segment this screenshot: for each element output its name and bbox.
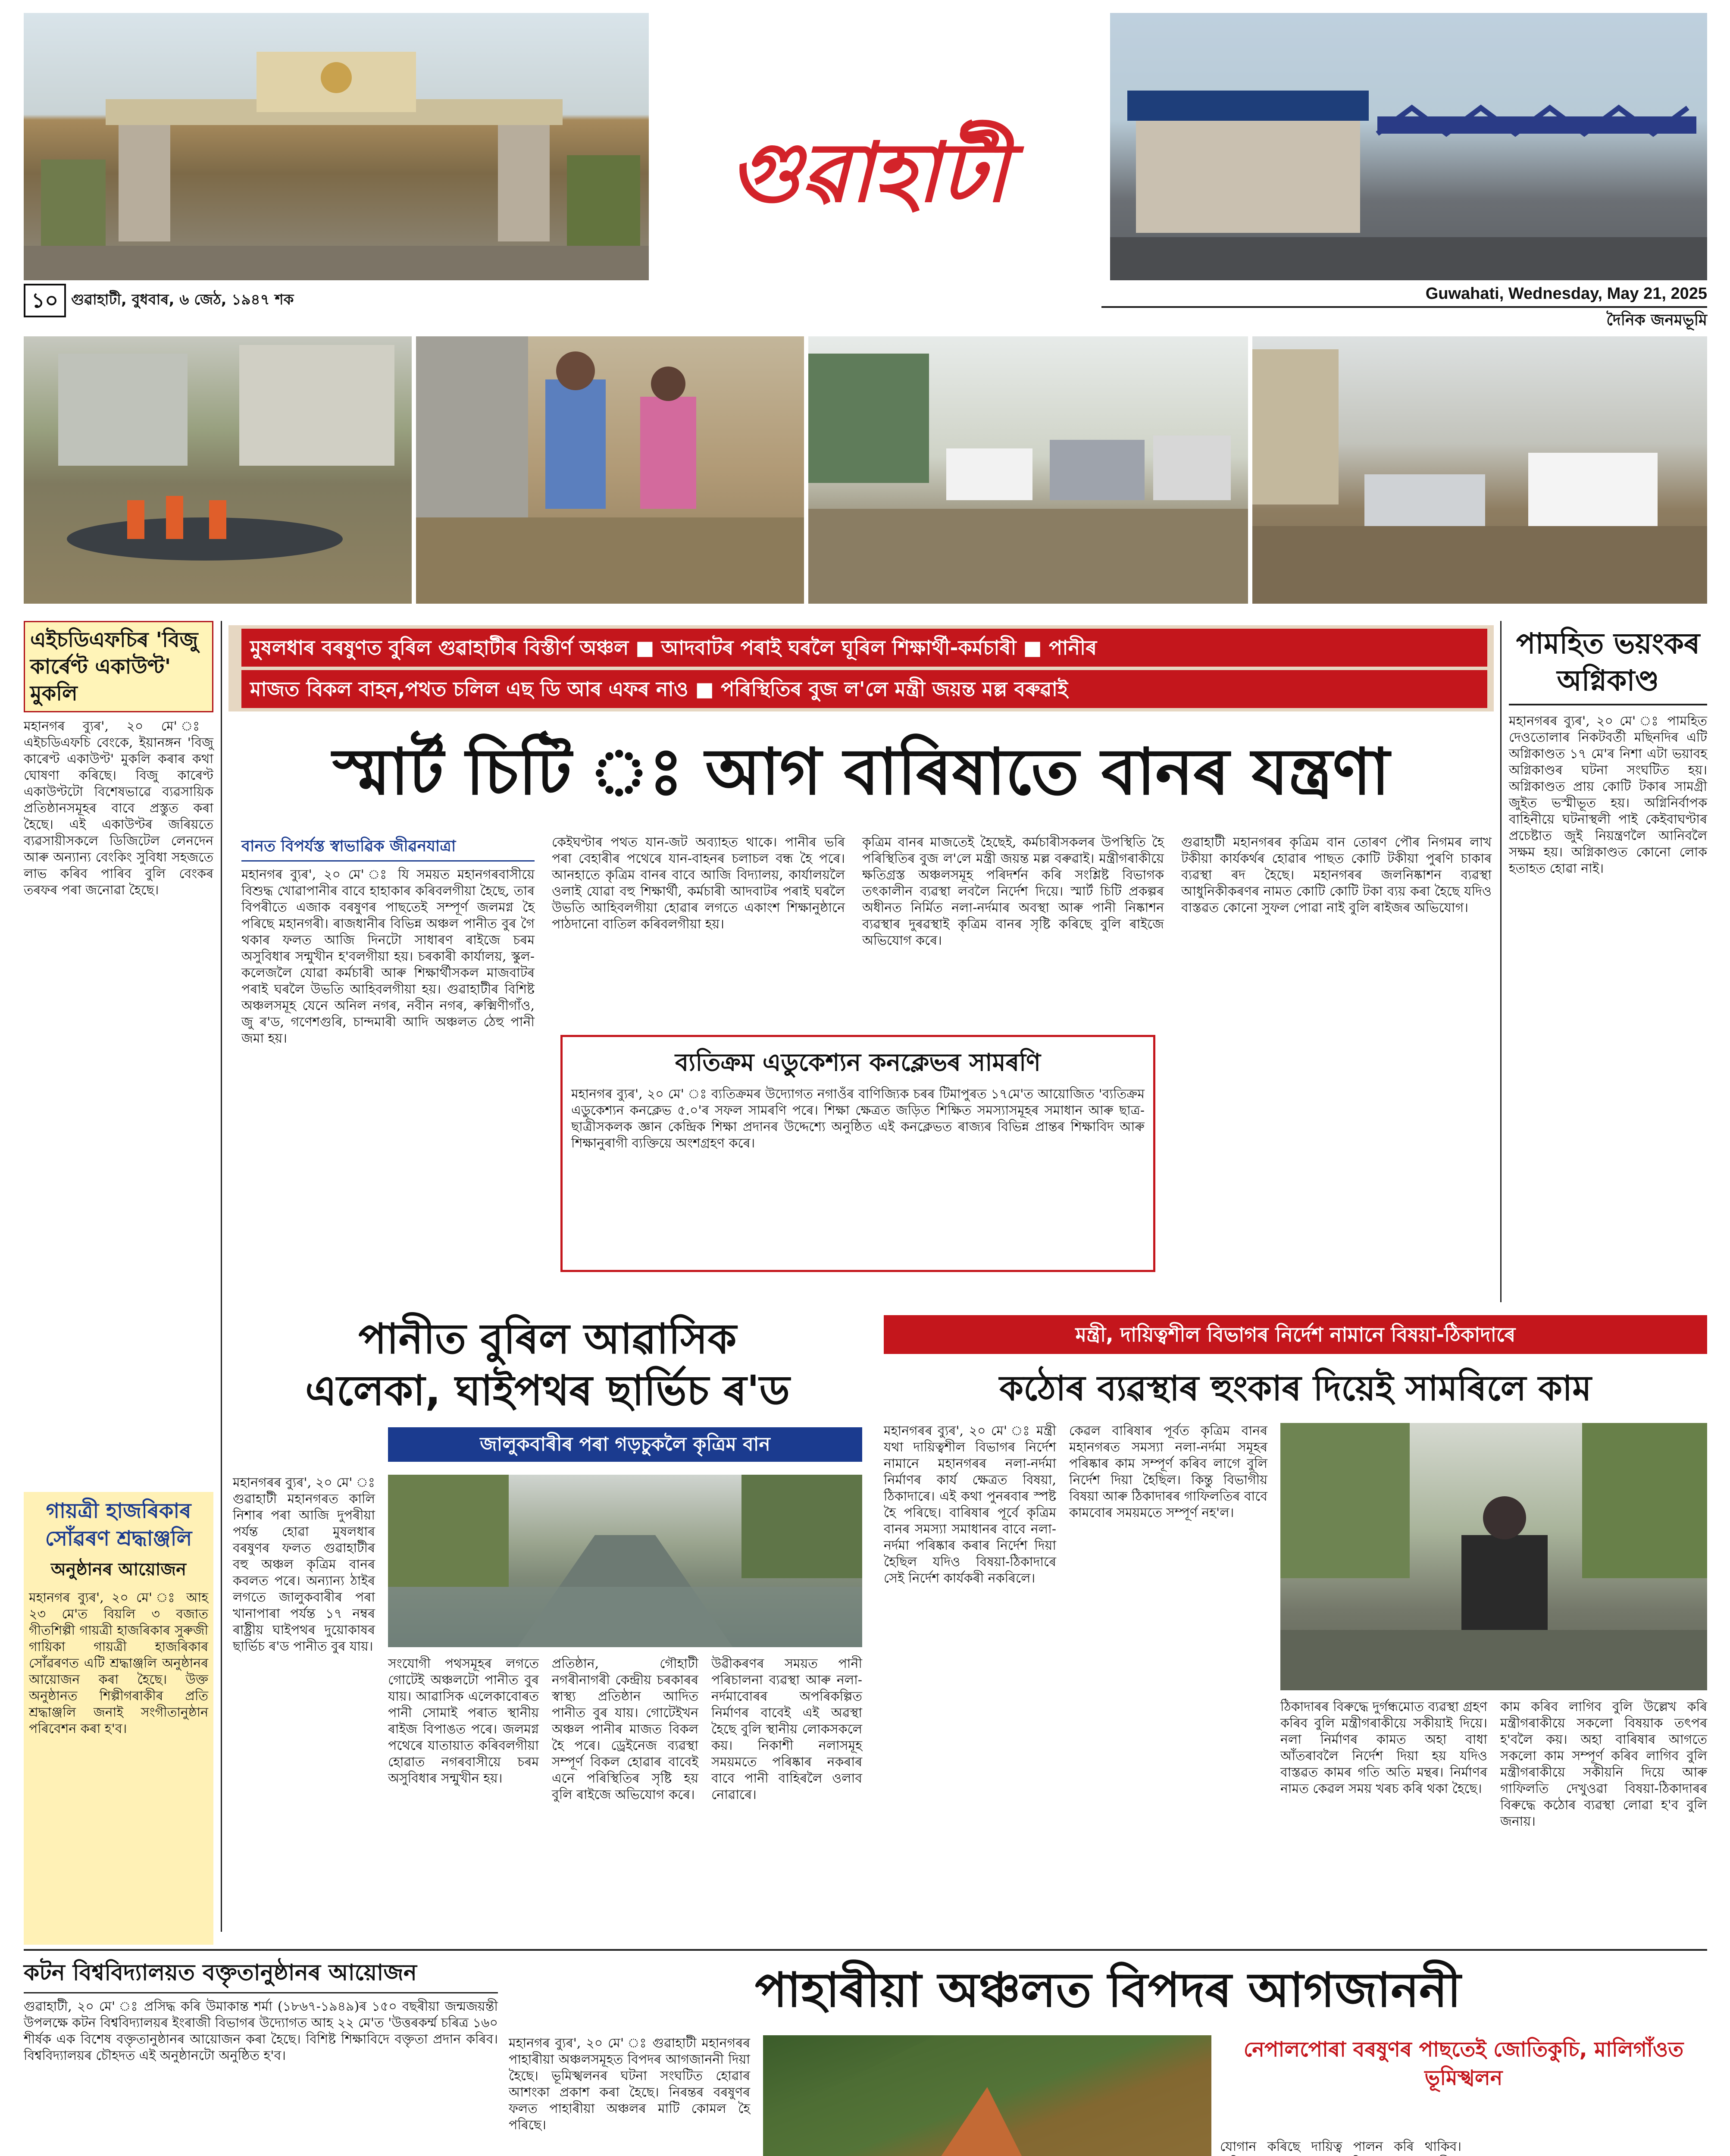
exception-box	[560, 1035, 1155, 1272]
paper-name: দৈনিক জনমভূমি	[1606, 311, 1707, 329]
minister-col4: কাম কৰিব লাগিব বুলি উল্লেখ কৰি মন্ত্ৰীগৰাকীয়ে সকলো বিষয়াক তৎপৰ হ'বলৈ কয়। অহা বাৰিষাৰ আগতে সকলো কাম সম্পূৰ্ণ কৰিব লাগিব বুলি মন্ত্ৰীগৰাকীয়ে সকীয়নি দিয়ে আৰু গাফিলতি দেখুওৱা বিষয়া-ঠিকাদাৰৰ বিৰুদ্ধে কঠোৰ ব্যৱস্থা লোৱা হ'ব বুলি জনায়।	[1500, 1699, 1707, 1829]
date-line-english: Guwahati, Wednesday, May 21, 2025	[1425, 285, 1707, 303]
waterlog-headline-2: এলেকা, ঘাইপথৰ ছাৰ্ভিচ ৰ'ড	[305, 1366, 790, 1415]
date-line-assamese: গুৱাহাটী, বুধবাৰ, ৬ জেঠ, ১৯৪৭ শক	[71, 291, 294, 308]
flood-photo-cars-street	[808, 336, 1248, 604]
hills-col4: যোগান কৰিছে দায়িত্ব পালন কৰি থাকিব।	[1220, 2139, 1461, 2154]
hills-col1: মহানগৰ ব্যুৰ', ২০ মে' ঃ গুৱাহাটী মহানগৰৰ পাহাৰীয়া অঞ্চলসমূহত বিপদৰ আগজাননী দিয়া হৈছে। ভূমিস্খলনৰ ঘটনা সংঘটিত হোৱাৰ আশংকা প্ৰকাশ কৰা হৈছে। নিৰন্তৰ বৰষুণৰ ফলত পাহাৰীয়া অঞ্চলৰ মাটি কোমল হৈ পৰিছে।	[509, 2036, 750, 2133]
masthead-photo-gate	[24, 13, 649, 280]
waterlog-col2: সংযোগী পথসমূহৰ লগতে গোটেই অঞ্চলটো পানীত বুৰ যায়। আৱাসিক এলেকাবোৰত পানী সোমাই পৰাত স্থানীয় ৰাইজ বিপাঙত পৰে। জলমগ্ন পথেৰে যাতায়াত কৰিবলগীয়া হোৱাত নগৰবাসীয়ে চৰম অসুবিধাৰ সন্মুখীন হয়।	[388, 1656, 539, 1786]
top-banner-line1: মুষলধাৰ বৰষুণত বুৰিল গুৱাহাটীৰ বিস্তীৰ্ণ অঞ্চল ■ আদবাটৰ পৰাই ঘৰলৈ ঘূৰিল শিক্ষাৰ্থী-কৰ্মচাৰী ■ পানীৰ	[241, 629, 1487, 667]
main-story-kicker: বানত বিপৰ্যস্ত স্বাভাৱিক জীৱনযাত্ৰা	[241, 834, 535, 862]
flood-photo-rescue-boat	[24, 336, 412, 604]
rule-above-hills	[24, 1949, 1707, 1951]
flood-photo-strip	[24, 336, 1707, 604]
top-banner	[228, 625, 1494, 711]
masthead	[24, 13, 1707, 332]
city-illustration	[1110, 13, 1707, 280]
top-banner-line2: মাজত বিকল বাহন,পথত চলিল এছ ডি আৰ এফৰ নাও ■ পৰিস্থিতিৰ বুজ ল'লে মন্ত্ৰী জয়ন্ত মল্ল বৰুৱাই	[241, 670, 1487, 708]
flood-photo-woman-wading	[416, 336, 804, 604]
fire-body: মহানগৰৰ ব্যুৰ', ২০ মে' ঃ পামহিত দেওতোলাৰ নিকটবৰ্তী মছিনদিৰ এটি অগ্নিকাণ্ডত ১৭ মে'ৰ নিশা এটা ভয়াবহ অগ্নিকাণ্ডৰ ঘটনা সংঘটিত হয়। অগ্নিকাণ্ডত প্ৰায় কোটি টকাৰ সামগ্ৰী জুইত ভস্মীভূত হয়। অগ্নিনিৰ্বাপক বাহিনীয়ে ঘটনাস্থলী পাই কেইবাঘণ্টাৰ প্ৰচেষ্টাত জুই নিয়ন্ত্ৰণলৈ আনিবলৈ সক্ষম হয়। অগ্নিকাণ্ডত কোনো লোক হতাহত হোৱা নাই।	[1509, 714, 1707, 876]
waterlog-col3-visible: প্ৰতিষ্ঠান, গৌহাটী নগৰীনাগৰী কেন্দ্ৰীয় চৰকাৰৰ স্বাস্থ্য প্ৰতিষ্ঠান আদিত পানীত বুৰ যায়। গোটেইখন অঞ্চল পানীৰ মাজত বিকল হৈ পৰে। ড্ৰেইনেজ ব্যৱস্থা সম্পূৰ্ণ বিকল হোৱাৰ বাবেই এনে পৰিস্থিতিৰ সৃষ্টি হয় বুলি ৰাইজে অভিযোগ কৰে।	[552, 1656, 698, 1802]
waterlog-photo-road	[388, 1475, 862, 1647]
waterlog-headline-1: পানীত বুৰিল আৱাসিক	[358, 1315, 737, 1363]
paper-logo: গুৱাহাটী	[729, 124, 1008, 220]
flood-photo-suv-water	[1252, 336, 1707, 604]
hdfc-headline: এইচডিএফচিৰ 'বিজু কাৰ্ৰেণ্ট একাউণ্ট' মুকলি	[24, 621, 213, 712]
lecture-body: গুৱাহাটী, ২০ মে' ঃ প্ৰসিদ্ধ কৰি উমাকান্ত শৰ্মা (১৮৬৭-১৯৪৯)ৰ ১৫০ বছৰীয়া জন্মজয়ন্তী উপলক্ষে কটন বিশ্ববিদ্যালয়ৰ ইংৰাজী বিভাগৰ উদ্যোগত আহ ২২ মে'ত 'উত্তৰকৰ্ম্ম চৰিত্ৰ ১৬০ শীৰ্ষক এক বিশেষ বক্তৃতানুষ্ঠানৰ আয়োজন কৰা হৈছে। বিশিষ্ট শিক্ষাবিদে বক্তৃতা প্ৰদান কৰিব। বিশ্ববিদ্যালয়ৰ চৌহদত এই অনুষ্ঠানটো অনুষ্ঠিত হ'ব।	[24, 1999, 498, 2063]
exception-box-body: মহানগৰ ব্যুৰ', ২০ মে' ঃ ব্যতিক্ৰমৰ উদ্যোগত নগাওঁৰ বাণিজ্যিক চৰৰ টিমাপুৰত ১৭মে'ত আয়োজিত 'ব্যতিক্ৰম এডুকেশ্যন কনক্লেভ ৫.০'ৰ সফল সামৰণি পৰে। শিক্ষা ক্ষেত্ৰত জড়িত শিক্ষিত সমস্যাসমূহৰ সমাধান আৰু ছাত্ৰ-ছাত্ৰীসকলক জ্ঞান কেন্দ্ৰিক শিক্ষা প্ৰদানৰ উদ্দেশ্যে অনুষ্ঠিত এই কনক্লেভত ৰাজ্যৰ বিভিন্ন প্ৰান্তৰ শিক্ষাবিদ আৰু শিক্ষানুৰাগী ব্যক্তিয়ে অংশগ্ৰহণ কৰে।	[571, 1087, 1145, 1151]
lecture-headline: কটন বিশ্ববিদ্যালয়ত বক্তৃতানুষ্ঠানৰ আয়োজন	[24, 1958, 498, 1993]
minister-headline: কঠোৰ ব্যৱস্থাৰ হুংকাৰ দিয়েই সামৰিলে কাম	[999, 1368, 1592, 1408]
waterlog-subhead: জালুকবাৰীৰ পৰা গড়চুকলৈ কৃত্ৰিম বান	[388, 1427, 862, 1462]
main-headline: স্মাৰ্ট চিটি ঃ আগ বাৰিষাতে বানৰ যন্ত্ৰণা	[332, 735, 1390, 809]
hdfc-story	[24, 621, 213, 1440]
page-number: ১০	[24, 284, 66, 317]
rule-right-column	[1500, 621, 1502, 1302]
hills-photo-landslide	[763, 2035, 1211, 2156]
minister-photo-street	[1280, 1423, 1707, 1690]
waterlog-col4: উৱীকৰণৰ সময়ত পানী পৰিচালনা ব্যৱস্থা আৰু নলা-নৰ্দমাবোৰৰ অপৰিকল্পিত নিৰ্মাণৰ বাবেই এই অৱস্থা হৈছে বুলি স্থানীয় লোকসকলে কয়। নিকাশী নলাসমূহ সময়মতে পৰিষ্কাৰ নকৰাৰ বাবে পানী বাহিৰলৈ ওলাব নোৱাৰে।	[711, 1656, 862, 1802]
tribute-subhead: অনুষ্ঠানৰ আয়োজন	[50, 1560, 187, 1579]
fire-story	[1509, 621, 1707, 1376]
gate-illustration	[24, 13, 649, 280]
tribute-body: মহানগৰ ব্যুৰ', ২০ মে' ঃ আহ ২৩ মে'ত বিয়লি ৩ বজাত গীতশিল্পী গায়ত্ৰী হাজৰিকাৰ সুৰুজী গায়িকা গায়ত্ৰী হাজৰিকাৰ সোঁৱৰণত এটি শ্ৰদ্ধাঞ্জলি অনুষ্ঠানৰ আয়োজন কৰা হৈছে। উক্ত অনুষ্ঠানত শিল্পীগৰাকীৰ প্ৰতি শ্ৰদ্ধাঞ্জলি জনাই সংগীতানুষ্ঠান পৰিবেশন কৰা হ'ব।	[29, 1590, 208, 1736]
main-story-col2: কেইঘণ্টাৰ পথত যান-জট অব্যাহত থাকে। পানীৰ ভৰি পৰা বেহাৰীৰ পথেৰে যান-বাহনৰ চলাচল বন্ধ হৈ পৰে। আনহাতে কৃত্ৰিম বানৰ বাবে আজি বিদ্যালয়, কাৰ্যালয়লৈ ওলাই যোৱা বহু শিক্ষাৰ্থী, কৰ্মচাৰী আদবাটৰ পৰাই ঘৰলৈ উভতি আহিবলগীয়া হোৱাৰ লগতে একাংশ শিক্ষানুষ্ঠানে পাঠদানো বাতিল কৰিবলগীয়া হয়।	[552, 835, 845, 932]
hdfc-body: মহানগৰ ব্যুৰ', ২০ মে' ঃ এইচডিএফচি বেংকে, ইয়ানঙ্গন 'বিজু কাৰেণ্ট একাউণ্ট' মুকলি কৰাৰ কথা ঘোষণা কৰিছে। বিজু কাৰেণ্ট একাউণ্টটো বিশেষভাৱে ব্যৱসায়িক প্ৰতিষ্ঠানসমূহৰ বাবে প্ৰস্তুত কৰা হৈছে। এই একাউণ্টৰ জৰিয়তে ব্যৱসায়ীসকলে ডিজিটেল লেনদেন আৰু অন্যান্য বেংকিং সুবিধা সহজতে লাভ কৰিব পাৰিব বুলি বেংকৰ তৰফৰ পৰা জনোৱা হৈছে।	[24, 719, 213, 898]
main-story-col1: মহানগৰ ব্যুৰ', ২০ মে' ঃ যি সময়ত মহানগৰবাসীয়ে বিশুদ্ধ খোৱাপানীৰ বাবে হাহাকাৰ কৰিবলগীয়া হৈছে, তাৰ বিপৰীতে এজাক বৰষুণৰ পাছতেই সম্পূৰ্ণ জলমগ্ন হৈ পৰিছে মহানগৰী। ৰাজধানীৰ বিভিন্ন অঞ্চল পানীত বুৰ গৈ থকাৰ ফলত আজি দিনটো সাধাৰণ ৰাইজে চৰম অসুবিধাৰ সন্মুখীন হ'বলগীয়া হয়। চৰকাৰী কাৰ্যালয়, স্কুল-কলেজলৈ যোৱা কৰ্মচাৰী আৰু শিক্ষাৰ্থীসকল মাজবাটৰ পৰাই ঘৰলৈ উভতি আহিবলগীয়া হয়। গুৱাহাটীৰ বিশিষ্ট অঞ্চলসমূহ যেনে অনিল নগৰ, নবীন নগৰ, ৰুক্মিণীগাঁও, জু ৰ'ড, গণেশগুৰি, চান্দমাৰী আদি অঞ্চলত ঠেহু পানী জমা হয়।	[241, 867, 535, 1046]
main-story-col3: কৃত্ৰিম বানৰ মাজতেই হৈছেই, কৰ্মচাৰীসকলৰ উপস্থিতি হৈ পৰিস্থিতিৰ বুজ ল'লে মন্ত্ৰী জয়ন্ত মল্ল বৰুৱাই। মন্ত্ৰীগৰাকীয়ে ক্ষতিগ্ৰস্ত অঞ্চলসমূহ পৰিদৰ্শন কৰি সংশ্লিষ্ট বিভাগক তৎকালীন ব্যৱস্থা লবলৈ নিৰ্দেশ দিয়ে। স্মাৰ্ট চিটি প্ৰকল্পৰ অধীনত নিৰ্মিত নলা-নৰ্দমাৰ অবস্থা আৰু পানী নিষ্কাশন ব্যৱস্থাৰ দুৰৱস্থাই কৃত্ৰিম বানৰ সৃষ্টি কৰিছে বুলি ৰাইজে অভিযোগ কৰে।	[862, 835, 1164, 948]
masthead-rule	[1101, 306, 1707, 308]
tribute-headline: গায়ত্ৰী হাজৰিকাৰ সোঁৱৰণ শ্ৰদ্ধাঞ্জলি	[45, 1499, 192, 1551]
minister-col3: ঠিকাদাৰৰ বিৰুদ্ধে দুৰ্গন্ধমোত ব্যৱস্থা গ্ৰহণ কৰিব বুলি মন্ত্ৰীগৰাকীয়ে সকীয়াই দিয়ে। নলা নিৰ্মাণৰ কামত অহা বাধা আঁতৰাবলৈ নিৰ্দেশ দিয়া হয় যদিও বাস্তৱত কামৰ গতি অতি মন্থৰ। নিৰ্মাণৰ নামত কেৱল সময় খৰচ কৰি থকা হৈছে।	[1280, 1699, 1487, 1796]
tribute-story	[24, 1492, 213, 1945]
hills-headline: পাহাৰীয়া অঞ্চলত বিপদৰ আগজাননী	[755, 1962, 1461, 2018]
lecture-story	[24, 1958, 498, 2156]
minister-col2: কেৱল বাৰিষাৰ পূৰ্বত কৃত্ৰিম বানৰ মহানগৰত সমস্যা নলা-নৰ্দমা সমূহৰ পৰিষ্কাৰ কাম সম্পূৰ্ণ কৰিব লাগে বুলি নিৰ্দেশ দিয়া হৈছিল। কিন্তু বিভাগীয় বিষয়া আৰু ঠিকাদাৰৰ গাফিলতিৰ বাবে কামবোৰ সময়মতে সম্পূৰ্ণ নহ'ল।	[1069, 1423, 1267, 1520]
main-story-col4: গুৱাহাটী মহানগৰৰ কৃত্ৰিম বান তোৰণ পৌৰ নিগমৰ লাখ টকীয়া কাৰ্যকৰ্থৰ হোৱাৰ পাছত কোটি টকীয়া পুৰণি চাকাৰ ব্যৱস্থা ৰদ হৈছে। মহানগৰৰ জলনিষ্কাশন ব্যৱস্থা আধুনিকীকৰণৰ নামত কোটি কোটি টকা ব্যয় কৰা হৈছে যদিও বাস্তৱত কোনো সুফল পোৱা নাই বুলি ৰাইজৰ অভিযোগ।	[1181, 835, 1492, 915]
minister-kicker: মন্ত্ৰী, দায়িত্বশীল বিভাগৰ নিৰ্দেশ নামানে বিষয়া-ঠিকাদাৰে	[884, 1315, 1707, 1354]
minister-col1: মহানগৰৰ ব্যুৰ', ২০ মে' ঃ মন্ত্ৰী যথা দায়িত্বশীল বিভাগৰ নিৰ্দেশ নামানে মহানগৰৰ নলা-নৰ্দমা নিৰ্মাণৰ কাৰ্য ক্ষেত্ৰত বিষয়া, ঠিকাদাৰে। এই কথা পুনৰবাৰ স্পষ্ট হৈ পৰিছে। বাৰিষাৰ পূৰ্বে কৃত্ৰিম বানৰ সমস্যা সমাধানৰ বাবে নলা-নৰ্দমা পৰিষ্কাৰ কৰাৰ নিৰ্দেশ দিয়া হৈছিল যদিও বিষয়া-ঠিকাদাৰে সেই নিৰ্দেশ কাৰ্যকৰী নকৰিলে।	[884, 1423, 1056, 1586]
rule-left-column	[221, 621, 222, 1932]
hills-sub-kicker: নেপালপোৰা বৰষুণৰ পাছতেই জোতিকুচি, মালিগাঁওত ভূমিস্খলন	[1243, 2037, 1684, 2090]
masthead-photo-guwahati	[1110, 13, 1707, 280]
exception-box-title: ব্যতিক্ৰম এডুকেশ্যন কনক্লেভৰ সামৰণি	[675, 1049, 1041, 1077]
fire-headline: পামহিত ভয়ংকৰ অগ্নিকাণ্ড	[1509, 621, 1707, 705]
waterlog-col1: মহানগৰৰ ব্যুৰ', ২০ মে' ঃ গুৱাহাটী মহানগৰত কালি নিশাৰ পৰা আজি দুপৰীয়া পৰ্যন্ত হোৱা মুষলধাৰ বৰষুণৰ ফলত গুৱাহাটীৰ বহু অঞ্চল কৃত্ৰিম বানৰ কবলত পৰে। অন্যান্য ঠাইৰ লগতে জালুকবাৰীৰ পৰা খানাপাৰা পৰ্যন্ত ১৭ নম্বৰ ৰাষ্ট্ৰীয় ঘাইপথৰ দুয়োকাষৰ ছাৰ্ভিচ ৰ'ড পানীত বুৰ যায়।	[233, 1475, 375, 1654]
